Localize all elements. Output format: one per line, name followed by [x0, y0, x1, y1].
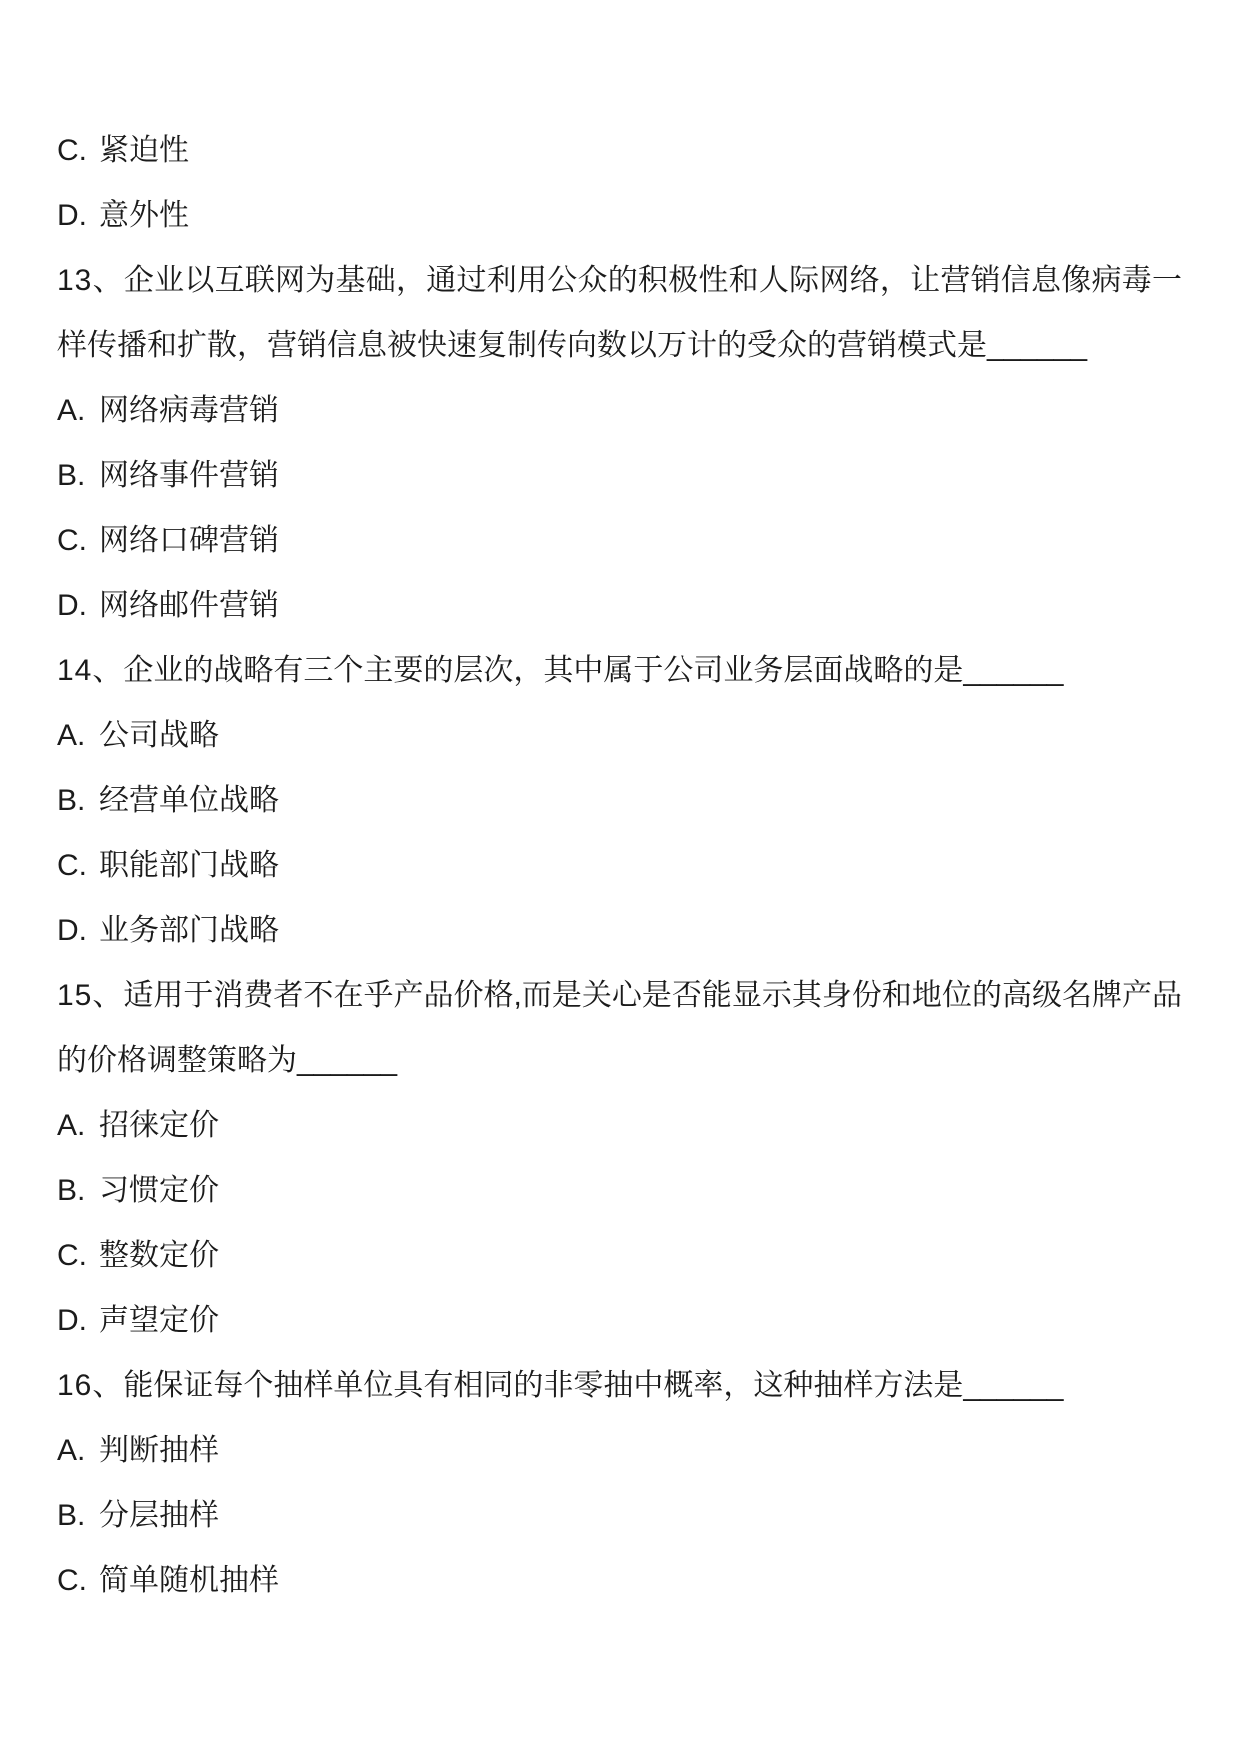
option-text: 网络病毒营销	[99, 394, 279, 427]
option-text: 职能部门战略	[99, 849, 279, 882]
option-label: D.	[57, 914, 87, 947]
option-label: B.	[57, 784, 86, 817]
option-row	[57, 1483, 1182, 1548]
option-text: 业务部门战略	[99, 914, 279, 947]
question-stem-text: 适用于消费者不在乎产品价格,而是关心是否能显示其身份和地位的高级名牌产品的价格调整策略为______	[57, 979, 1182, 1077]
question-16	[57, 1353, 1182, 1613]
option-text: 声望定价	[99, 1304, 219, 1337]
option-row	[57, 1418, 1182, 1483]
option-text: 网络口碑营销	[99, 524, 279, 557]
option-text: 紧迫性	[99, 134, 189, 167]
option-row	[57, 703, 1182, 768]
option-label: B.	[57, 1174, 86, 1207]
option-text: 经营单位战略	[99, 784, 279, 817]
option-row	[57, 508, 1182, 573]
option-row	[57, 118, 1182, 183]
carryover-options	[57, 118, 1182, 248]
option-label: D.	[57, 199, 87, 232]
question-number: 14、	[57, 654, 124, 687]
option-label: D.	[57, 589, 87, 622]
option-label: A.	[57, 394, 86, 427]
option-text: 整数定价	[99, 1239, 219, 1272]
question-14	[57, 638, 1182, 963]
option-text: 意外性	[99, 199, 189, 232]
option-row	[57, 1093, 1182, 1158]
question-stem-text: 能保证每个抽样单位具有相同的非零抽中概率，这种抽样方法是______	[123, 1369, 1064, 1402]
option-label: D.	[57, 1304, 87, 1337]
question-stem-text: 企业的战略有三个主要的层次，其中属于公司业务层面战略的是______	[123, 654, 1064, 687]
option-label: C.	[57, 1564, 87, 1597]
option-text: 简单随机抽样	[99, 1564, 279, 1597]
option-row	[57, 1223, 1182, 1288]
option-label: B.	[57, 1499, 86, 1532]
option-label: A.	[57, 719, 86, 752]
option-row	[57, 833, 1182, 898]
option-row	[57, 1158, 1182, 1223]
option-text: 公司战略	[99, 719, 219, 752]
question-number: 16、	[57, 1369, 124, 1402]
question-stem	[57, 248, 1182, 378]
option-row	[57, 768, 1182, 833]
option-row	[57, 898, 1182, 963]
option-label: C.	[57, 1239, 87, 1272]
option-row	[57, 183, 1182, 248]
option-label: C.	[57, 849, 87, 882]
question-13	[57, 248, 1182, 638]
option-label: A.	[57, 1434, 86, 1467]
option-text: 网络事件营销	[99, 459, 279, 492]
option-text: 习惯定价	[99, 1174, 219, 1207]
option-text: 网络邮件营销	[99, 589, 279, 622]
option-row	[57, 1288, 1182, 1353]
option-row	[57, 443, 1182, 508]
option-label: C.	[57, 134, 87, 167]
option-text: 招徕定价	[99, 1109, 219, 1142]
option-row	[57, 573, 1182, 638]
option-label: A.	[57, 1109, 86, 1142]
question-stem	[57, 638, 1182, 703]
question-15	[57, 963, 1182, 1353]
option-text: 分层抽样	[99, 1499, 219, 1532]
question-stem-text: 企业以互联网为基础，通过利用公众的积极性和人际网络，让营销信息像病毒一样传播和扩散，营销信息被快速复制传向数以万计的受众的营销模式是______	[57, 264, 1183, 362]
option-label: B.	[57, 459, 86, 492]
option-row	[57, 378, 1182, 443]
question-number: 13、	[57, 264, 124, 297]
option-text: 判断抽样	[99, 1434, 219, 1467]
question-stem	[57, 963, 1182, 1093]
question-number: 15、	[57, 979, 124, 1012]
option-row	[57, 1548, 1182, 1613]
option-label: C.	[57, 524, 87, 557]
question-stem	[57, 1353, 1182, 1418]
